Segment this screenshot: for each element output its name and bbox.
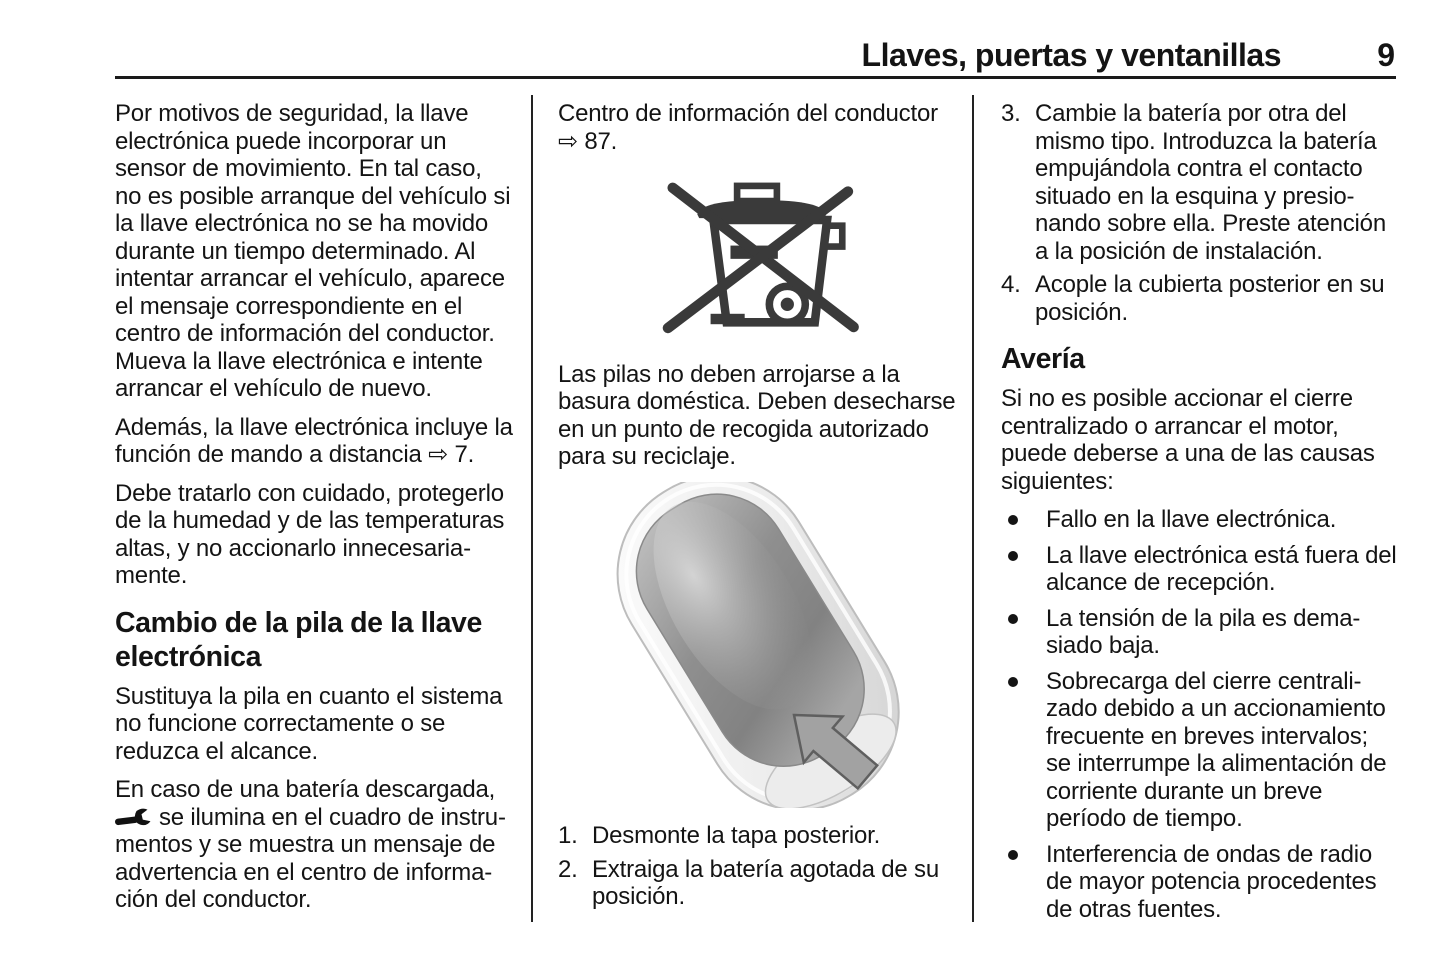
section-heading-battery-replacement: Cambio de la pila de la llave electrónica — [115, 606, 482, 673]
bullet-text: Interferencia de ondas de radio de mayor potencia procedentes de otras fuentes. — [1046, 840, 1377, 923]
column-1 — [115, 100, 513, 925]
bullet-text: La llave electrónica está fuera del alcance de recepción. — [1046, 541, 1397, 596]
step-number: 1. — [558, 822, 578, 849]
list-item — [1001, 668, 1399, 833]
disposal-figure — [558, 166, 956, 353]
paragraph: Las pilas no deben arrojarse a la basura doméstica. Deben desecharse en un punto de recogida autorizado para su reciclaje. — [558, 360, 956, 470]
column-3 — [1001, 100, 1399, 931]
header-rule — [115, 76, 1396, 79]
bullet-dot-icon — [1001, 605, 1046, 660]
bullet-dot-icon — [1001, 506, 1046, 534]
paragraph: Si no es posible accionar el cierre centralizado o arrancar el motor, puede deberse a una de las causas siguientes: — [1001, 385, 1375, 495]
step-text: Extraiga la batería agotada de su posición. — [592, 855, 939, 910]
list-item — [1001, 841, 1399, 924]
step-number: 3. — [1001, 100, 1021, 127]
electronic-key-battery-cover-image — [559, 482, 955, 808]
section-heading-malfunction: Avería — [1001, 343, 1085, 375]
paragraph: Sustituya la pila en cuanto el sistema no funcione correctamente o se reduzca el alcance. — [115, 682, 503, 765]
steps-1-2 — [558, 822, 956, 911]
paragraph-text: se ilumina en el cuadro de instrumentos y se muestra un mensaje de advertencia en el centro de información del conductor. — [115, 803, 506, 913]
paragraph: Debe tratarlo con cuidado, protegerlo de la humedad y de las temperaturas altas, y no accionarlo innecesariamente. — [115, 479, 505, 589]
steps-3-4 — [1001, 100, 1399, 326]
page-number: 9 — [1377, 37, 1395, 73]
bullet-text: Sobrecarga del cierre centralizado debido a un accionamiento frecuente en breves intervalos; se interrumpe la alimentación de corriente durante un breve período de tiempo. — [1046, 667, 1387, 832]
column-2 — [558, 100, 956, 917]
bullet-dot-icon — [1001, 542, 1046, 597]
column-separator-1 — [531, 95, 533, 922]
list-item — [1001, 506, 1399, 534]
column-separator-2 — [972, 95, 974, 922]
crossed-out-wheelie-bin-icon — [638, 166, 876, 346]
step-text: Desmonte la tapa posterior. — [592, 822, 881, 849]
bullet-text: Fallo en la llave electrónica. — [1046, 506, 1337, 533]
step-number: 2. — [558, 855, 578, 883]
paragraph: Por motivos de seguridad, la llave electrónica puede incorporar un sensor de movimiento. En tal caso, no es posible arranque del vehículo si la llave electrónica no se ha movido durante un tiempo determinado. Al intentar arrancar el vehículo, aparece el mensaje correspondiente en el centro de información del conductor. Mueva la llave electrónica e intente arrancar el vehículo de nuevo. — [115, 100, 511, 402]
page-title: Llaves, puertas y ventanillas — [861, 37, 1281, 73]
paragraph-with-reference: Centro de información del conductor ⇨ 87. — [558, 100, 938, 155]
step-number: 4. — [1001, 271, 1021, 298]
list-item — [558, 856, 956, 911]
bullet-dot-icon — [1001, 668, 1046, 833]
list-item — [1001, 605, 1399, 660]
list-item — [1001, 271, 1399, 326]
step-text: Acople la cubierta posterior en su posición. — [1035, 271, 1385, 326]
step-text: Cambie la batería por otra del mismo tipo. Introduzca la batería empujándola contra el contacto situado en la esquina y presionando sobre ella. Preste atención a la posición de instalación. — [1035, 100, 1386, 265]
bullet-list — [1001, 506, 1399, 923]
key-figure — [558, 482, 956, 815]
bullet-dot-icon — [1001, 841, 1046, 924]
list-item — [1001, 542, 1399, 597]
list-item — [1001, 100, 1399, 265]
paragraph-text: En caso de una batería descargada, — [115, 776, 496, 803]
bullet-text: La tensión de la pila es demasiado baja. — [1046, 604, 1361, 659]
paragraph-with-wrench — [115, 776, 513, 914]
wrench-icon — [115, 808, 153, 828]
list-item — [558, 822, 956, 850]
paragraph-with-reference: Además, la llave electrónica incluye la función de mando a distancia ⇨ 7. — [115, 413, 513, 468]
